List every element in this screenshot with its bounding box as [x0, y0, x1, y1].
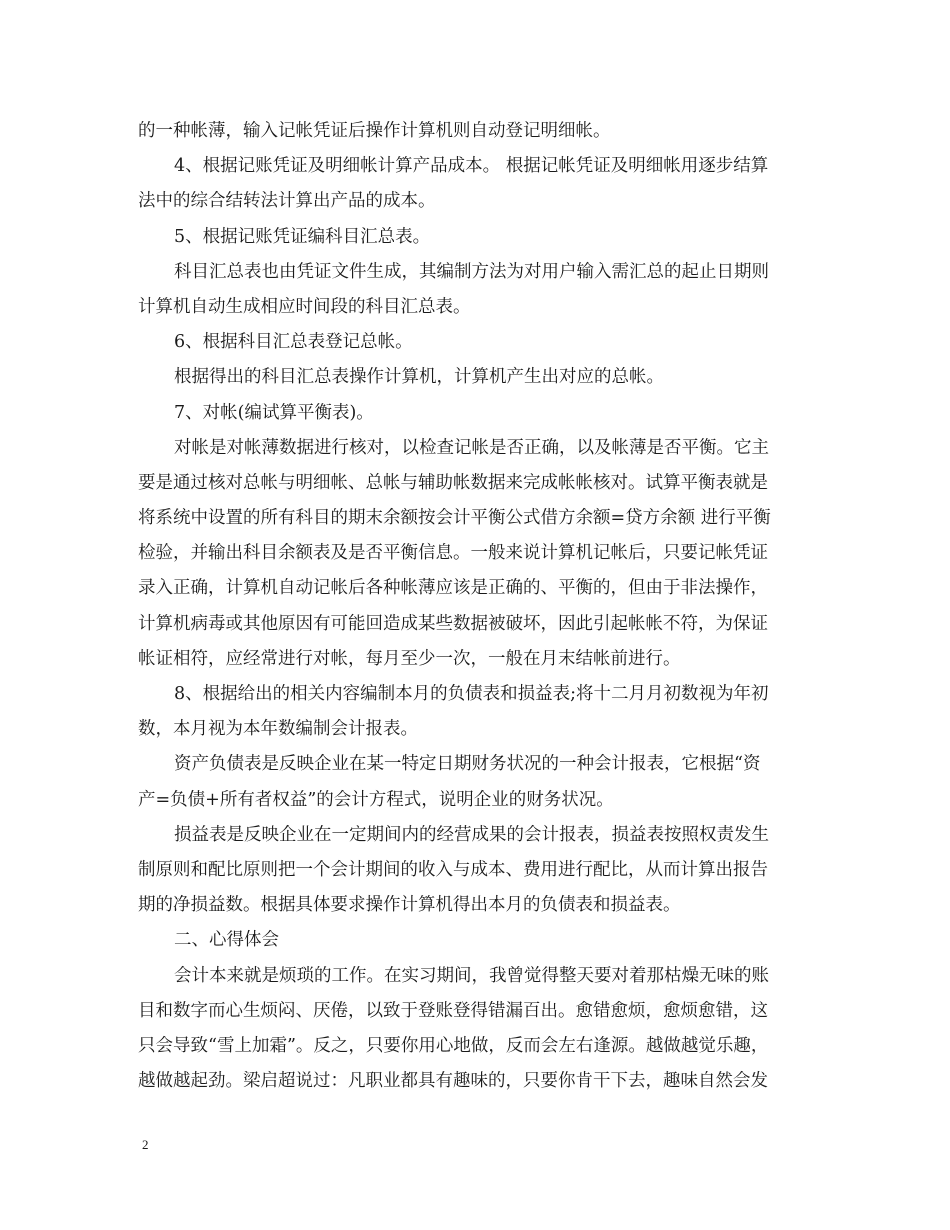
text-line: 对帐是对帐薄数据进行核对，以检查记帐是否正确，以及帐薄是否平衡。它主	[174, 437, 769, 458]
text-line: 将系统中设置的所有科目的期末余额按会计平衡公式借方余额=贷方余额 进行平衡	[138, 508, 771, 529]
text-line: 只会导致“雪上加霜”。反之，只要你用心地做，反而会左右逢源。越做越觉乐趣，	[138, 1035, 769, 1056]
text-line: 7、对帐(编试算平衡表)。	[174, 402, 374, 423]
text-line: 计算机自动生成相应时间段的科目汇总表。	[138, 296, 471, 317]
text-line: 法中的综合结转法计算出产品的成本。	[138, 191, 436, 212]
text-line: 目和数字而心生烦闷、厌倦，以致于登账登得错漏百出。愈错愈烦，愈烦愈错，这	[138, 1000, 768, 1021]
text-line: 根据得出的科目汇总表操作计算机，计算机产生出对应的总帐。	[174, 367, 664, 388]
page-number: 2	[142, 1137, 149, 1152]
text-line: 录入正确，计算机自动记帐后各种帐薄应该是正确的、平衡的，但由于非法操作，	[138, 578, 768, 599]
text-line: 的一种帐薄，输入记帐凭证后操作计算机则自动登记明细帐。	[138, 121, 611, 141]
text-line: 6、根据科目汇总表登记总帐。	[174, 332, 413, 353]
text-line: 要是通过核对总帐与明细帐、总帐与辅助帐数据来完成帐帐核对。试算平衡表就是	[138, 472, 768, 493]
text-line: 期的净损益数。根据具体要求操作计算机得出本月的负债表和损益表。	[138, 895, 681, 916]
text-line: 会计本来就是烦琐的工作。在实习期间，我曾觉得整天要对着那枯燥无味的账	[174, 965, 769, 986]
text-line: 科目汇总表也由凭证文件生成，其编制方法为对用户输入需汇总的起止日期则	[174, 261, 769, 282]
body-text	[138, 114, 828, 1099]
text-line: 帐证相符，应经常进行对帐，每月至少一次，一般在月末结帐前进行。	[138, 648, 681, 669]
text-line: 8、根据给出的相关内容编制本月的负债表和损益表;将十二月月初数视为年初	[174, 684, 769, 704]
text-line: 计算机病毒或其他原因有可能回造成某些数据被破坏，因此引起帐帐不符，为保证	[138, 613, 768, 634]
text-line: 产=负债+所有者权益”的会计方程式，说明企业的财务状况。	[138, 789, 614, 810]
text-line: 5、根据记账凭证编科目汇总表。	[174, 226, 431, 247]
text-line: 二、心得体会	[174, 930, 279, 951]
text-line: 4、根据记账凭证及明细帐计算产品成本。 根据记帐凭证及明细帐用逐步结算	[174, 156, 769, 177]
text-line: 越做越起劲。梁启超说过：凡职业都具有趣味的，只要你肯干下去，趣味自然会发	[138, 1071, 768, 1092]
text-line: 数，本月视为本年数编制会计报表。	[138, 719, 418, 740]
text-line: 损益表是反映企业在一定期间内的经营成果的会计报表，损益表按照权责发生	[174, 824, 769, 845]
text-line: 资产负债表是反映企业在某一特定日期财务状况的一种会计报表，它根据“资	[174, 754, 761, 775]
text-line: 检验，并输出科目余额表及是否平衡信息。一般来说计算机记帐后，只要记帐凭证	[138, 543, 768, 564]
text-line: 制原则和配比原则把一个会计期间的收入与成本、费用进行配比，从而计算出报告	[138, 859, 768, 880]
